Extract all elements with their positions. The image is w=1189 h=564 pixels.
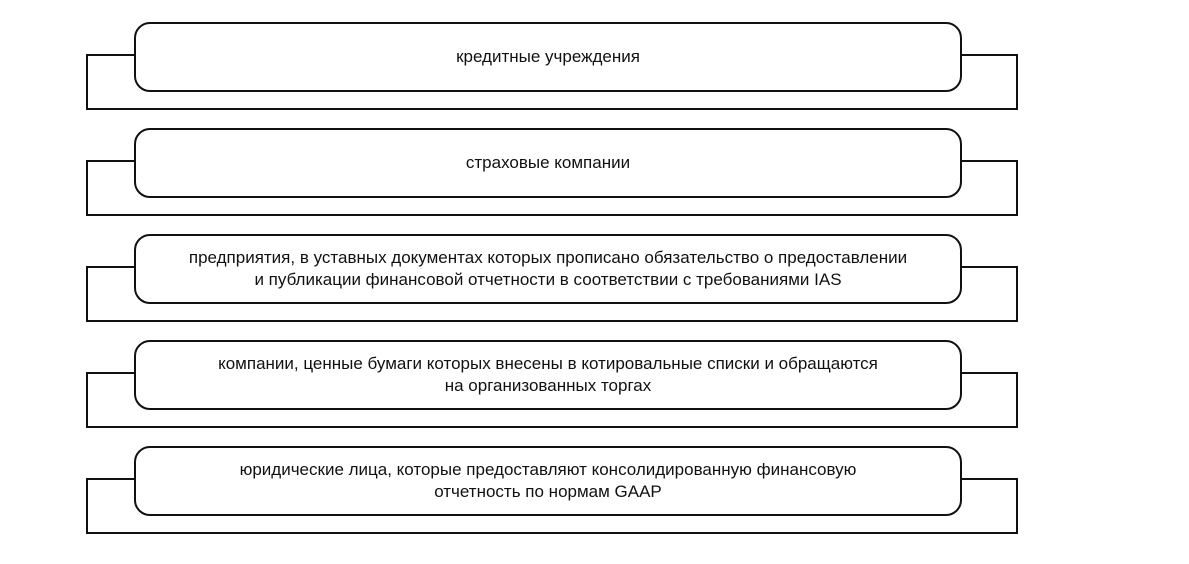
item-label: страховые компании [465, 153, 631, 172]
list-item [0, 446, 1189, 546]
item-box [134, 234, 962, 304]
item-box [134, 446, 962, 516]
item-box [134, 340, 962, 410]
item-label: кредитные учреждения [456, 47, 640, 66]
list-item [0, 22, 1189, 122]
list-item [0, 234, 1189, 334]
list-item [0, 128, 1189, 228]
item-label: юридические лица, которые предоставляют консолидированную финансовую отчетность по нормам GAAP [239, 460, 857, 501]
item-box [134, 128, 962, 198]
item-box [134, 22, 962, 92]
list-item [0, 340, 1189, 440]
item-label: компании, ценные бумаги которых внесены в котировальные списки и обращаются на организованных торгах [218, 354, 878, 395]
item-label: предприятия, в уставных документах которых прописано обязательство о предоставлении и публикации финансовой отчетности в соответствии с требованиями IAS [188, 248, 908, 289]
